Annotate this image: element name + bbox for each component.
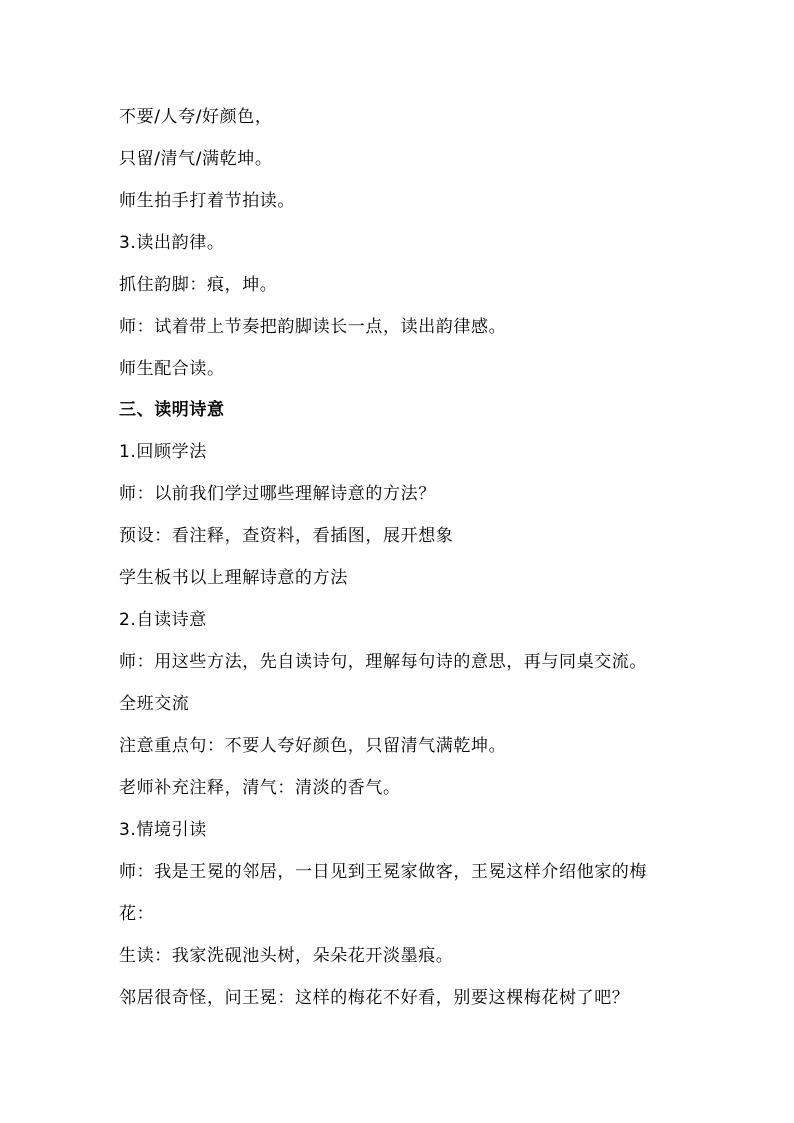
subsection-heading: 2.自读诗意 — [119, 610, 207, 630]
subsection-heading: 3.情境引读 — [119, 820, 207, 840]
section-heading: 三、读明诗意 — [119, 400, 225, 420]
text-line: 师：试着带上节奏把韵脚读长一点，读出韵律感。 — [119, 317, 507, 337]
text-line: 不要/人夸/好颜色， — [119, 107, 273, 127]
subsection-heading: 1.回顾学法 — [119, 442, 207, 462]
text-line: 师生配合读。 — [119, 359, 225, 379]
text-line: 邻居很奇怪，问王冕：这样的梅花不好看，别要这棵梅花树了吧？ — [119, 988, 630, 1008]
text-line: 花： — [119, 904, 155, 924]
text-line: 抓住韵脚：痕，坤。 — [119, 275, 278, 295]
text-line: 学生板书以上理解诗意的方法 — [119, 568, 348, 588]
text-line: 预设：看注释，查资料，看插图，展开想象 — [119, 526, 454, 546]
text-line: 师：我是王冕的邻居，一日见到王冕家做客，王冕这样介绍他家的梅 — [119, 862, 647, 882]
text-line: 师生拍手打着节拍读。 — [119, 191, 295, 211]
text-line: 师：以前我们学过哪些理解诗意的方法？ — [119, 484, 436, 504]
text-line: 3.读出韵律。 — [119, 233, 225, 253]
text-line: 老师补充注释，清气：清淡的香气。 — [119, 778, 401, 798]
text-line: 师：用这些方法，先自读诗句，理解每句诗的意思，再与同桌交流。 — [119, 652, 647, 672]
text-line: 只留/清气/满乾坤。 — [119, 149, 273, 169]
text-line: 全班交流 — [119, 694, 190, 714]
text-line: 生读：我家洗砚池头树，朵朵花开淡墨痕。 — [119, 946, 454, 966]
text-line: 注意重点句：不要人夸好颜色，只留清气满乾坤。 — [119, 736, 507, 756]
